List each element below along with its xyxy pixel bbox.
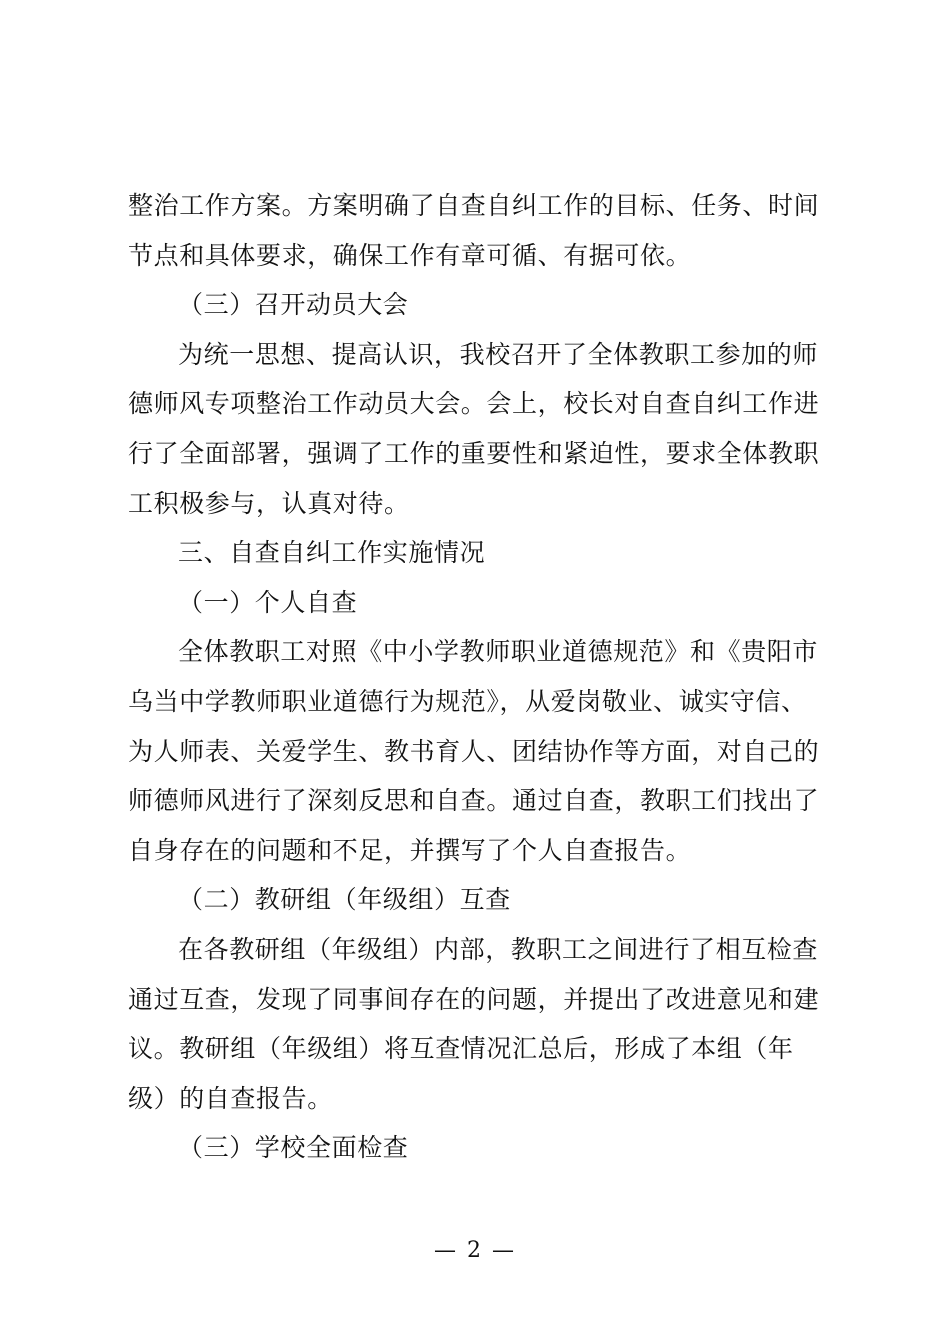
text-line: 在各教研组（年级组）内部，教职工之间进行了相互检查: [178, 934, 819, 964]
page-number: — 2 —: [434, 1238, 516, 1263]
text-line: 全体教职工对照《中小学教师职业道德规范》和《贵阳市: [178, 637, 819, 667]
text-line: 议。教研组（年级组）将互查情况汇总后，形成了本组（年: [128, 1034, 794, 1064]
text-line: 为统一思想、提高认识，我校召开了全体教职工参加的师: [178, 339, 819, 369]
text-line: 为人师表、关爱学生、教书育人、团结协作等方面，对自己的: [128, 736, 820, 766]
document-body: [128, 181, 838, 1173]
text-line: 乌当中学教师职业道德行为规范》，从爱岗敬业、诚实守信、: [128, 686, 807, 716]
text-line: （三）召开动员大会: [178, 290, 409, 320]
text-line: 通过互查，发现了同事间存在的问题，并提出了改进意见和建: [128, 984, 820, 1014]
text-line: （一）个人自查: [178, 587, 358, 617]
text-line: 自身存在的问题和不足，并撰写了个人自查报告。: [128, 835, 692, 865]
text-line: 节点和具体要求，确保工作有章可循、有据可依。: [128, 240, 692, 270]
text-line: 三、自查自纠工作实施情况: [178, 538, 486, 568]
text-line: 德师风专项整治工作动员大会。会上，校长对自查自纠工作进: [128, 389, 820, 419]
text-line: 级）的自查报告。: [128, 1083, 333, 1113]
text-line: （二）教研组（年级组）互查: [178, 885, 511, 915]
text-line: （三）学校全面检查: [178, 1133, 409, 1163]
text-line: 工积极参与，认真对待。: [128, 488, 410, 518]
text-line: 整治工作方案。方案明确了自查自纠工作的目标、任务、时间: [128, 191, 820, 220]
text-line: 行了全面部署，强调了工作的重要性和紧迫性，要求全体教职: [128, 438, 820, 468]
text-line: 师德师风进行了深刻反思和自查。通过自查，教职工们找出了: [128, 786, 820, 816]
